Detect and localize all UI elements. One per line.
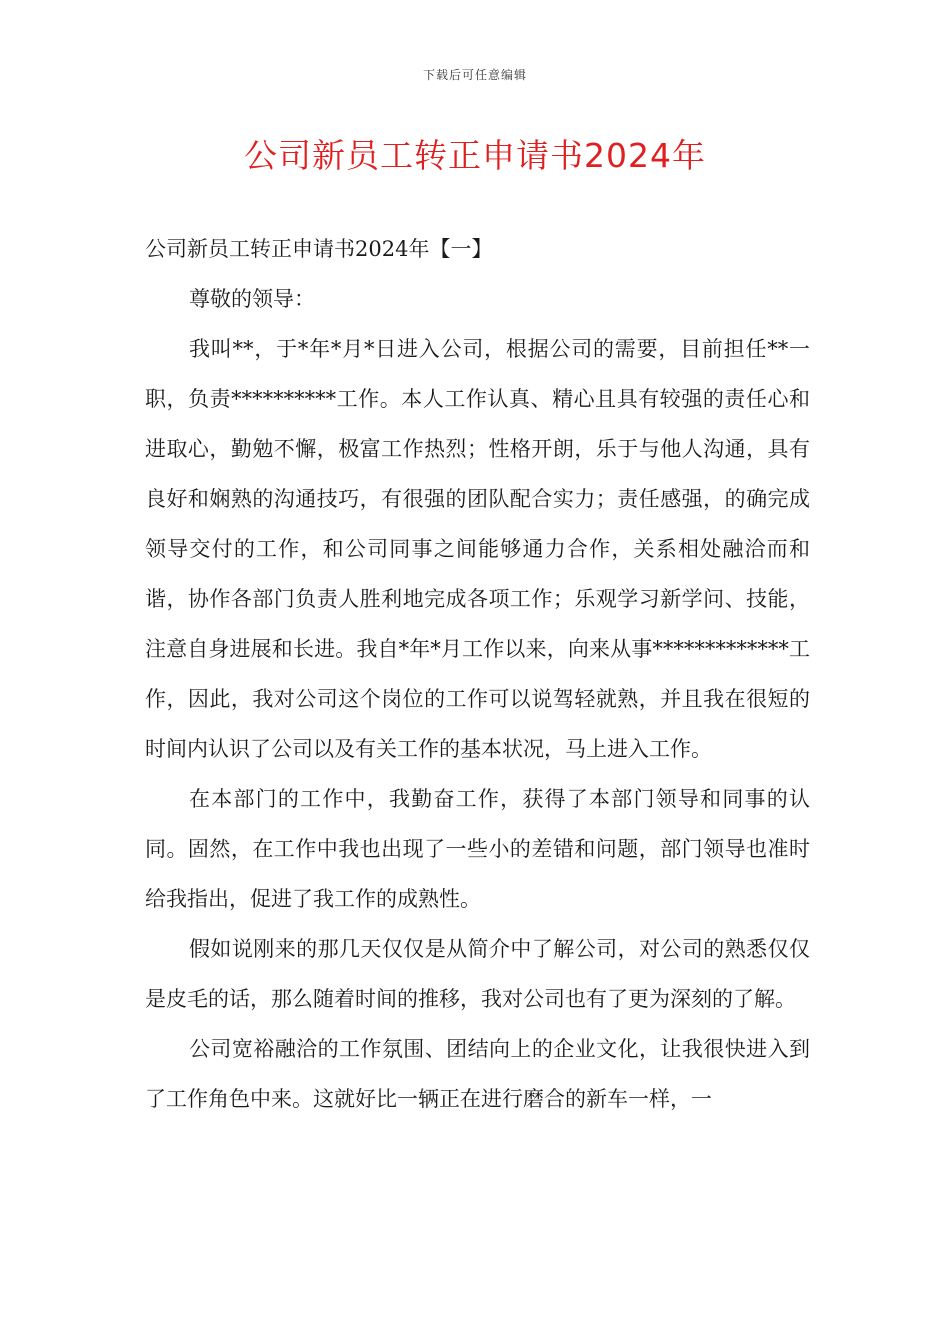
paragraph-4: 公司宽裕融洽的工作氛围、团结向上的企业文化，让我很快进入到了工作角色中来。这就好比一辆正在进行磨合的新车一样，一 xyxy=(145,1037,810,1111)
document-body xyxy=(145,224,810,1124)
paragraph-2: 在本部门的工作中，我勤奋工作，获得了本部门领导和同事的认同。固然，在工作中我也出现了一些小的差错和问题，部门领导也准时给我指出，促进了我工作的成熟性。 xyxy=(145,787,810,911)
document-title: 公司新员工转正申请书2024年 xyxy=(244,136,706,175)
paragraph-1: 我叫**，于*年*月*日进入公司，根据公司的需要，目前担任**一职，负责**********工作。本人工作认真、精心且具有较强的责任心和进取心，勤勉不懈，极富工作热烈；性格开朗，乐于与他人沟通，具有良好和娴熟的沟通技巧，有很强的团队配合实力；责任感强，的确完成领导交付的工作，和公司同事之间能够通力合作，关系相处融洽而和谐，协作各部门负责人胜利地完成各项工作；乐观学习新学问、技能，注意自身进展和长进。我自*年*月工作以来，向来从事*************工作，因此，我对公司这个岗位的工作可以说驾轻就熟，并且我在很短的时间内认识了公司以及有关工作的基本状况，马上进入工作。 xyxy=(145,337,810,761)
header-note: 下载后可任意编辑 xyxy=(422,68,527,82)
salutation: 尊敬的领导： xyxy=(189,287,315,311)
section-heading: 公司新员工转正申请书2024年【一】 xyxy=(145,237,493,261)
paragraph-3: 假如说刚来的那几天仅仅是从简介中了解公司，对公司的熟悉仅仅是皮毛的话，那么随着时间的推移，我对公司也有了更为深刻的了解。 xyxy=(145,937,810,1011)
